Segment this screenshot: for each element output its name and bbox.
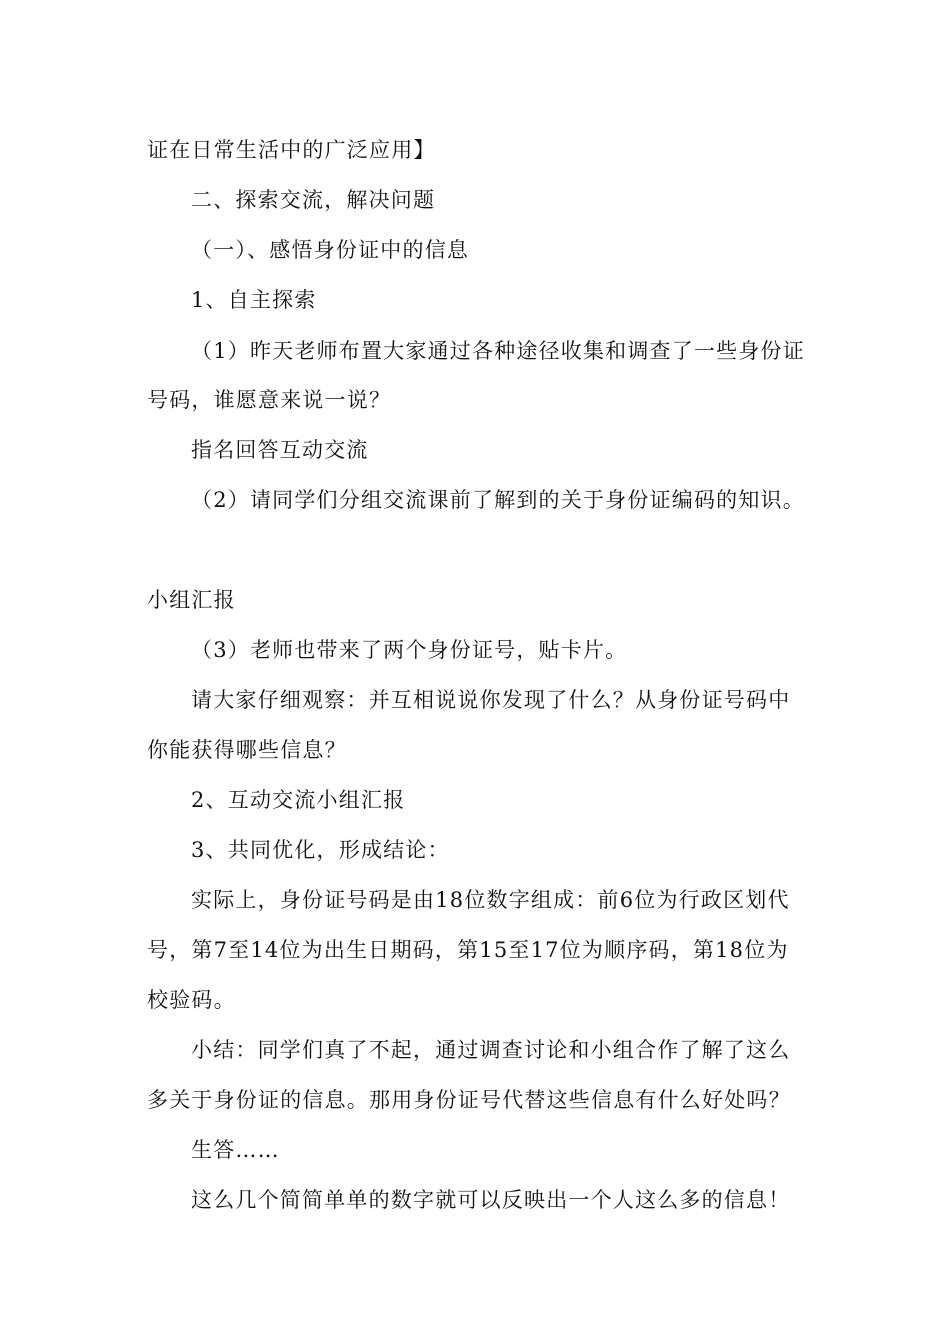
text-line: 号，第7至14位为出生日期码，第15至17位为顺序码，第18位为 <box>147 938 789 962</box>
text-line: 3、共同优化，形成结论： <box>191 838 450 862</box>
text-line: 实际上，身份证号码是由18位数字组成：前6位为行政区划代 <box>191 888 790 912</box>
text-line: 请大家仔细观察：并互相说说你发现了什么？从身份证号码中 <box>191 688 791 712</box>
text-line: 生答…… <box>191 1138 280 1162</box>
text-line: 这么几个简简单单的数字就可以反映出一个人这么多的信息！ <box>191 1188 791 1212</box>
text-line: 2、互动交流小组汇报 <box>191 788 406 812</box>
text-line: 你能获得哪些信息？ <box>147 738 347 762</box>
text-line: 指名回答互动交流 <box>191 438 369 462</box>
text-line: （2）请同学们分组交流课前了解到的关于身份证编码的知识。 <box>191 488 805 512</box>
text-line: 校验码。 <box>147 988 236 1012</box>
text-line: （1）昨天老师布置大家通过各种途径收集和调查了一些身份证 <box>191 339 805 363</box>
section-heading: 二、探索交流，解决问题 <box>191 188 436 212</box>
text-line: 1、自主探索 <box>191 288 317 312</box>
subsection-heading: （一）、感悟身份证中的信息 <box>191 238 470 262</box>
text-line: 小结：同学们真了不起，通过调查讨论和小组合作了解了这么 <box>191 1038 791 1062</box>
text-line: 多关于身份证的信息。那用身份证号代替这些信息有什么好处吗？ <box>147 1088 791 1112</box>
text-line: 小组汇报 <box>147 588 236 612</box>
text-line: （3）老师也带来了两个身份证号，贴卡片。 <box>191 638 628 662</box>
text-line: 号码，谁愿意来说一说？ <box>147 388 392 412</box>
text-line: 证在日常生活中的广泛应用】 <box>147 138 436 162</box>
